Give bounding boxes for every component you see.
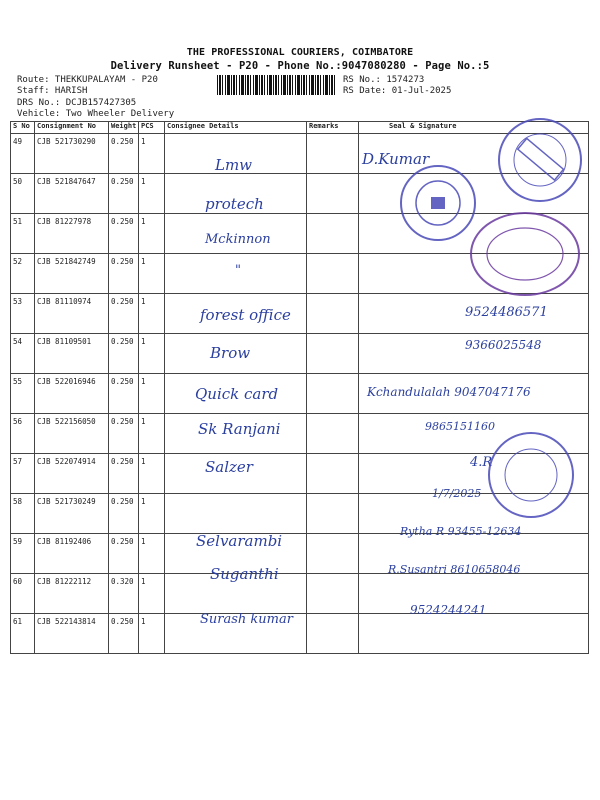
signature: Rytha R 93455-12634 <box>400 525 522 538</box>
remarks-cell <box>307 294 359 334</box>
weight-cell: 0.250 <box>109 494 139 534</box>
consignee-handwriting: Lmw <box>215 156 253 174</box>
rs-number: RS No.: 1574273 <box>343 75 425 85</box>
company-title: THE PROFESSIONAL COURIERS, COIMBATORE <box>186 47 414 58</box>
signature-cell <box>359 614 589 654</box>
remarks-cell <box>307 134 359 174</box>
weight-cell: 0.250 <box>109 134 139 174</box>
consignment-number: CJB 521730249 <box>35 494 109 534</box>
consignee-handwriting: protech <box>205 195 264 213</box>
route-label: Route: THEKKUPALAYAM - P20 <box>17 75 158 85</box>
weight-cell: 0.250 <box>109 374 139 414</box>
sno-cell: 50 <box>11 174 35 214</box>
pcs-cell: 1 <box>139 294 165 334</box>
weight-cell: 0.250 <box>109 414 139 454</box>
header-consignment: Consignment No <box>35 122 109 134</box>
pcs-cell: 1 <box>139 334 165 374</box>
sno-cell: 60 <box>11 574 35 614</box>
mckinnon-stamp <box>470 212 580 296</box>
sno-cell: 54 <box>11 334 35 374</box>
consignment-number: CJB 522156050 <box>35 414 109 454</box>
consignee-handwriting: Brow <box>210 344 251 362</box>
consignment-number: CJB 81192406 <box>35 534 109 574</box>
salzer-stamp <box>488 432 574 518</box>
header-sno: S No <box>11 122 35 134</box>
consignment-number: CJB 81110974 <box>35 294 109 334</box>
consignee-handwriting: Selvarambi <box>196 532 283 550</box>
drs-number: DRS No.: DCJB157427305 <box>17 98 137 108</box>
signature: 9865151160 <box>425 420 495 433</box>
barcode <box>217 75 335 95</box>
signature: 9366025548 <box>465 338 542 352</box>
pcs-cell: 1 <box>139 374 165 414</box>
pcs-cell: 1 <box>139 134 165 174</box>
checked-stamp-graphic <box>500 120 580 200</box>
remarks-cell <box>307 454 359 494</box>
weight-cell: 0.250 <box>109 614 139 654</box>
pcs-cell: 1 <box>139 414 165 454</box>
remarks-cell <box>307 614 359 654</box>
remarks-cell <box>307 214 359 254</box>
sno-cell: 55 <box>11 374 35 414</box>
consignment-number: CJB 522016946 <box>35 374 109 414</box>
consignee-cell <box>165 494 307 534</box>
pcs-cell: 1 <box>139 574 165 614</box>
remarks-cell <box>307 334 359 374</box>
consignment-number: CJB 521730290 <box>35 134 109 174</box>
header-pcs: PCS <box>139 122 165 134</box>
salzer-stamp-graphic <box>490 434 572 516</box>
consignee-handwriting: Salzer <box>205 458 253 476</box>
weight-cell: 0.250 <box>109 254 139 294</box>
remarks-cell <box>307 534 359 574</box>
header-weight: Weight <box>109 122 139 134</box>
runsheet-title: Delivery Runsheet - P20 - Phone No.:9047080280 - Page No.:5 <box>110 60 490 72</box>
sno-cell: 52 <box>11 254 35 294</box>
rs-date: RS Date: 01-Jul-2025 <box>343 86 452 96</box>
protech-stamp-graphic <box>402 167 474 239</box>
consignee-handwriting: Quick card <box>195 385 279 403</box>
signature: 9524486571 <box>465 305 548 320</box>
weight-cell: 0.250 <box>109 334 139 374</box>
pcs-cell: 1 <box>139 214 165 254</box>
header-signature: Seal & Signature <box>359 122 589 134</box>
consignee-handwriting: forest office <box>200 306 291 324</box>
consignment-number: CJB 81227978 <box>35 214 109 254</box>
sno-cell: 53 <box>11 294 35 334</box>
table-row <box>11 574 589 614</box>
consignee-handwriting: " <box>235 263 241 278</box>
weight-cell: 0.250 <box>109 294 139 334</box>
header-consignee: Consignee Details <box>165 122 307 134</box>
signature: 4.R <box>470 455 493 470</box>
pcs-cell: 1 <box>139 614 165 654</box>
remarks-cell <box>307 574 359 614</box>
remarks-cell <box>307 374 359 414</box>
sno-cell: 56 <box>11 414 35 454</box>
sno-cell: 49 <box>11 134 35 174</box>
consignment-number: CJB 521847647 <box>35 174 109 214</box>
pcs-cell: 1 <box>139 494 165 534</box>
protech-stamp <box>400 165 476 241</box>
weight-cell: 0.250 <box>109 174 139 214</box>
signature: D.Kumar <box>362 150 430 168</box>
consignment-number: CJB 81109501 <box>35 334 109 374</box>
consignee-handwriting: Mckinnon <box>205 232 271 247</box>
consignee-handwriting-extra: Surash kumar <box>200 612 293 627</box>
sno-cell: 61 <box>11 614 35 654</box>
sno-cell: 57 <box>11 454 35 494</box>
mckinnon-stamp-graphic <box>472 214 578 294</box>
signature: 9524244241 <box>410 603 487 617</box>
consignment-number: CJB 522074914 <box>35 454 109 494</box>
consignment-number: CJB 521842749 <box>35 254 109 294</box>
consignment-number: CJB 81222112 <box>35 574 109 614</box>
weight-cell: 0.320 <box>109 574 139 614</box>
consignee-handwriting: Suganthi <box>210 565 279 583</box>
vehicle-label: Vehicle: Two Wheeler Delivery <box>17 109 175 119</box>
pcs-cell: 1 <box>139 174 165 214</box>
signature: R.Susantri 8610658046 <box>388 563 521 576</box>
signature: 1/7/2025 <box>432 487 482 500</box>
weight-cell: 0.250 <box>109 214 139 254</box>
sno-cell: 59 <box>11 534 35 574</box>
remarks-cell <box>307 494 359 534</box>
sno-cell: 51 <box>11 214 35 254</box>
checked-stamp <box>498 118 582 202</box>
table-row <box>11 614 589 654</box>
weight-cell: 0.250 <box>109 454 139 494</box>
signature: Kchandulalah 9047047176 <box>367 385 531 399</box>
remarks-cell <box>307 174 359 214</box>
staff-label: Staff: HARISH <box>17 86 88 96</box>
remarks-cell <box>307 254 359 294</box>
pcs-cell: 1 <box>139 534 165 574</box>
sno-cell: 58 <box>11 494 35 534</box>
pcs-cell: 1 <box>139 254 165 294</box>
weight-cell: 0.250 <box>109 534 139 574</box>
consignment-number: CJB 522143814 <box>35 614 109 654</box>
remarks-cell <box>307 414 359 454</box>
header-remarks: Remarks <box>307 122 359 134</box>
consignee-handwriting: Sk Ranjani <box>198 420 281 438</box>
pcs-cell: 1 <box>139 454 165 494</box>
